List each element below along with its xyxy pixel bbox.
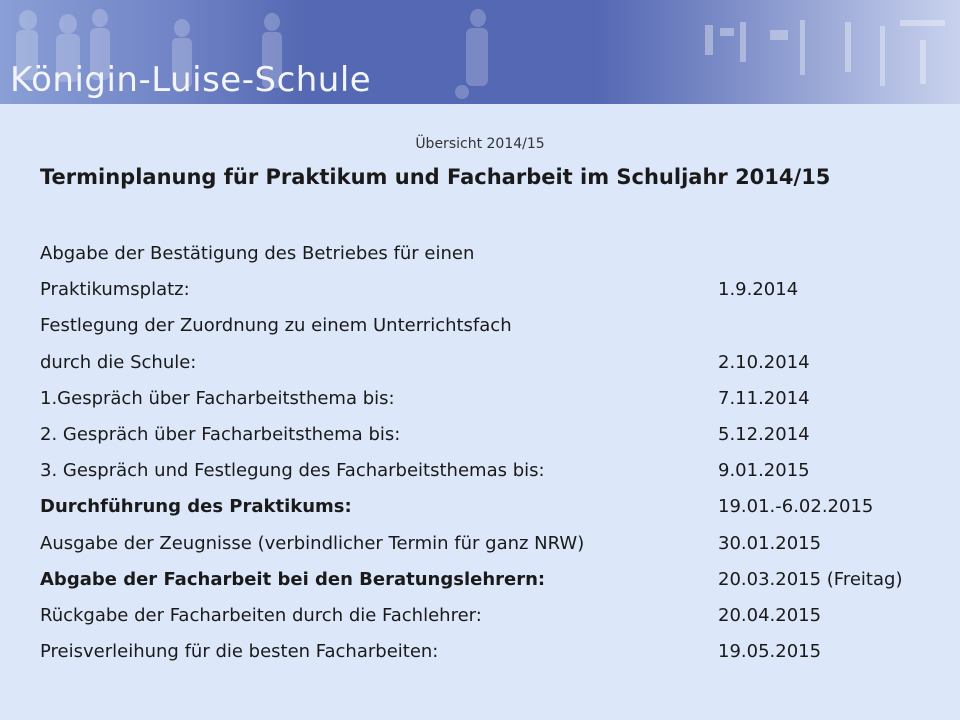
schedule-label: 3. Gespräch und Festlegung des Facharbeitsthemas bis: — [40, 460, 545, 482]
schedule-row — [40, 352, 940, 388]
schedule-row — [40, 388, 940, 424]
overview-subtitle: Übersicht 2014/15 — [415, 136, 545, 152]
schedule-row — [40, 641, 940, 677]
schedule-date: 7.11.2014 — [718, 387, 810, 409]
school-name: Königin-Luise-Schule — [10, 60, 372, 100]
schedule-label: Festlegung der Zuordnung zu einem Unterrichtsfach — [40, 315, 512, 337]
schedule-date: 30.01.2015 — [718, 532, 822, 554]
schedule-row — [40, 315, 940, 351]
schedule-date: 20.03.2015 (Freitag) — [718, 568, 903, 590]
page-title: Terminplanung für Praktikum und Facharbeit im Schuljahr 2014/15 — [40, 165, 831, 189]
schedule-row — [40, 424, 940, 460]
schedule-date: 20.04.2015 — [718, 604, 822, 626]
schedule-label: 1.Gespräch über Facharbeitsthema bis: — [40, 387, 395, 409]
schedule-row — [40, 533, 940, 569]
schedule-date: 19.01.-6.02.2015 — [718, 496, 874, 518]
schedule-row — [40, 569, 940, 605]
schedule-date: 2.10.2014 — [718, 351, 810, 373]
schedule-list — [40, 243, 940, 677]
schedule-label: Preisverleihung für die besten Facharbeiten: — [40, 641, 439, 663]
schedule-label: Abgabe der Bestätigung des Betriebes für einen — [40, 243, 475, 264]
schedule-label: 2. Gespräch über Facharbeitsthema bis: — [40, 423, 401, 445]
schedule-label: Durchführung des Praktikums: — [40, 496, 352, 518]
building-windows — [705, 20, 945, 86]
schedule-row — [40, 460, 940, 496]
schedule-label: Praktikumsplatz: — [40, 279, 190, 301]
schedule-label: durch die Schule: — [40, 351, 197, 373]
schedule-label: Rückgabe der Facharbeiten durch die Fachlehrer: — [40, 604, 482, 626]
schedule-date: 9.01.2015 — [718, 460, 810, 482]
schedule-row — [40, 243, 940, 279]
schedule-label: Ausgabe der Zeugnisse (verbindlicher Termin für ganz NRW) — [40, 532, 585, 554]
schedule-date: 5.12.2014 — [718, 423, 810, 445]
schedule-date: 19.05.2015 — [718, 641, 822, 663]
schedule-row — [40, 496, 940, 532]
schedule-label: Abgabe der Facharbeit bei den Beratungslehrern: — [40, 568, 546, 590]
header-banner — [0, 0, 960, 104]
schedule-date: 1.9.2014 — [718, 279, 799, 301]
schedule-row — [40, 605, 940, 641]
schedule-row — [40, 279, 940, 315]
